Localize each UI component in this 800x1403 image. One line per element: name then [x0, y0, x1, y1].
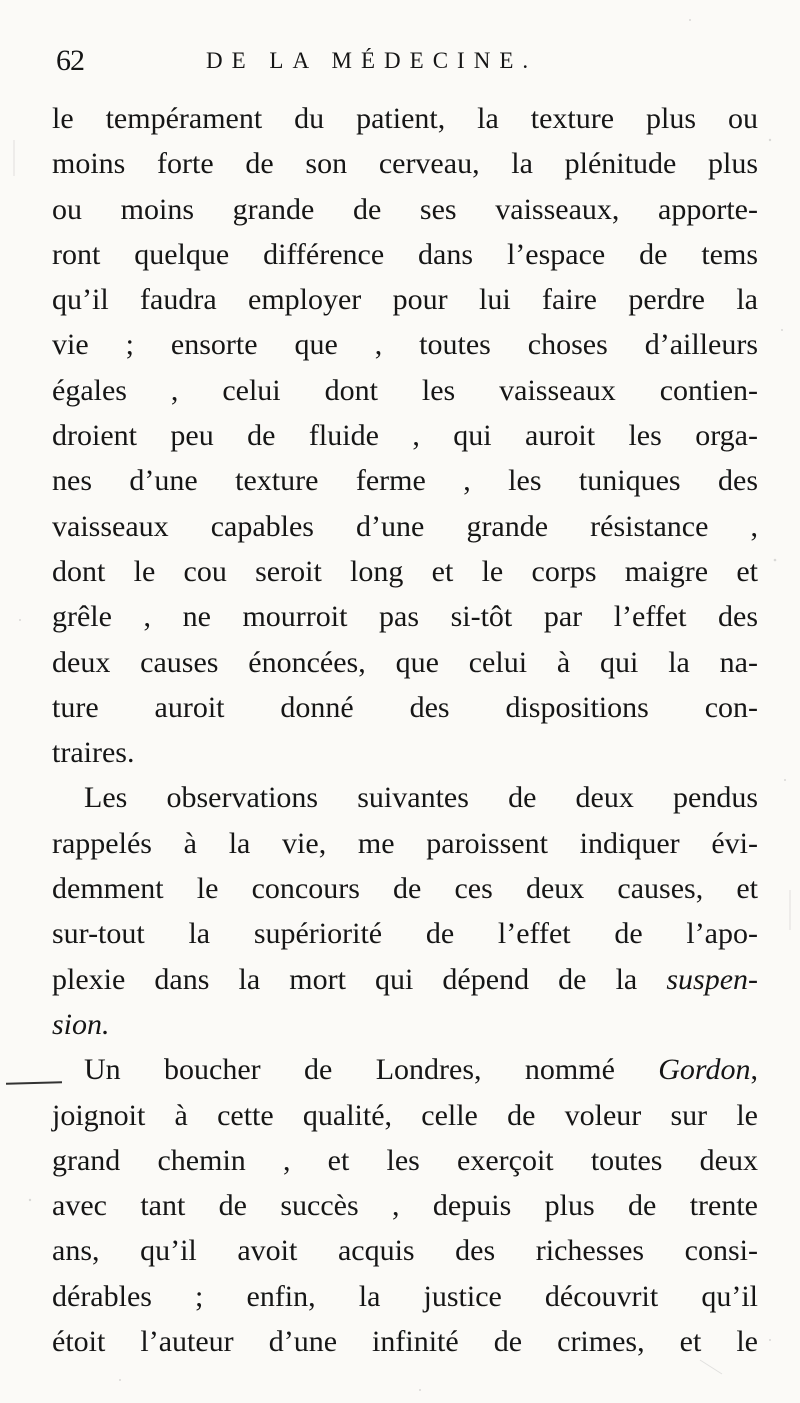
text-line: ans, qu’il avoit acquis des richesses consi-: [52, 1234, 758, 1268]
text-line: [52, 1047, 758, 1092]
running-head: [56, 44, 756, 84]
text-run: Un boucher de Londres, nommé: [84, 1053, 659, 1087]
paragraph-3: [52, 1047, 758, 1364]
text-line: moins forte de son cerveau, la plénitude plus: [52, 147, 758, 181]
text-line: traires.: [52, 736, 135, 770]
text-line: vaisseaux capables d’une grande résistance ,: [52, 509, 758, 543]
running-title: DE LA MÉDECINE.: [206, 48, 538, 73]
text-line: étoit l’auteur d’une infinité de crimes, et le: [52, 1325, 758, 1359]
text-line: rappelés à la vie, me paroissent indiquer évi-: [52, 826, 758, 860]
text-line: ture auroit donné des dispositions con-: [52, 690, 758, 724]
text-line: nes d’une texture ferme , les tuniques des: [52, 464, 758, 498]
text-line: le tempérament du patient, la texture plus ou: [52, 102, 758, 135]
text-line: ront quelque différence dans l’espace de tems: [52, 237, 758, 271]
paragraph-1: [52, 96, 758, 775]
text-line: dont le cou seroit long et le corps maigre et: [52, 554, 758, 588]
text-line: [52, 1002, 758, 1047]
italic-run: Gordon: [658, 1053, 751, 1087]
text-line: Les observations suivantes de deux pendus: [84, 781, 758, 815]
text-line: [52, 957, 758, 1002]
text-run: ,: [750, 1053, 758, 1087]
text-line: dérables ; enfin, la justice découvrit qu’il: [52, 1279, 758, 1313]
body-text: [52, 96, 758, 1364]
text-line: vie ; ensorte que , toutes choses d’ailleurs: [52, 328, 758, 362]
text-line: ou moins grande de ses vaisseaux, apporte-: [52, 192, 758, 226]
text-line: grêle , ne mourroit pas si-tôt par l’effet des: [52, 600, 758, 634]
text-line: deux causes énoncées, que celui à qui la na-: [52, 645, 758, 679]
italic-run: suspen-: [666, 962, 758, 996]
text-line: grand chemin , et les exerçoit toutes deux: [52, 1143, 758, 1177]
page-number: 62: [56, 44, 84, 77]
text-line: égales , celui dont les vaisseaux contien-: [52, 373, 758, 407]
text-line: sur-tout la supériorité de l’effet de l’apo-: [52, 917, 758, 951]
text-line: qu’il faudra employer pour lui faire perdre la: [52, 283, 758, 317]
text-line: joignoit à cette qualité, celle de voleur sur le: [52, 1098, 758, 1132]
paragraph-2: [52, 775, 758, 1047]
italic-run: sion.: [52, 1007, 110, 1041]
text-run: plexie dans la mort qui dépend de la: [52, 962, 667, 996]
text-line: demment le concours de ces deux causes, et: [52, 872, 758, 906]
text-line: avec tant de succès , depuis plus de trente: [52, 1189, 758, 1223]
text-line: droient peu de fluide , qui auroit les orga-: [52, 419, 758, 453]
